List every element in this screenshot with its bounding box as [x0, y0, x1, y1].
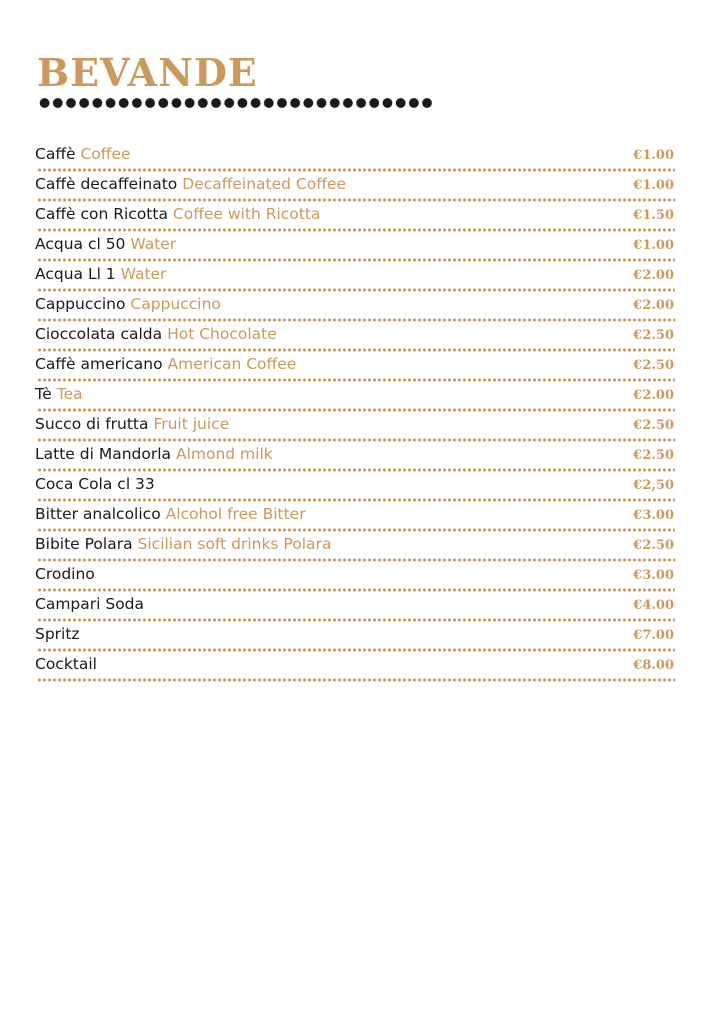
item-name-italian: Bibite Polara [35, 535, 133, 553]
dotted-separator [37, 168, 675, 172]
item-name-italian: Acqua cl 50 [35, 235, 126, 253]
dotted-separator [37, 588, 675, 592]
item-name [35, 265, 166, 283]
dotted-separator [37, 528, 675, 532]
dotted-separator [37, 258, 675, 262]
item-name-italian: Tè [35, 385, 52, 403]
item-name-italian: Cioccolata calda [35, 325, 163, 343]
item-name-english: Cappuccino [130, 295, 221, 313]
item-name-italian: Caffè con Ricotta [35, 205, 168, 223]
dotted-separator [37, 648, 675, 652]
item-name [35, 535, 331, 553]
menu-item [35, 413, 677, 443]
item-name-italian: Succo di frutta [35, 415, 149, 433]
menu-item [35, 563, 677, 593]
menu-item [35, 503, 677, 533]
item-name-italian: Caffè decaffeinato [35, 175, 178, 193]
menu-item [35, 653, 677, 683]
item-name-italian: Coca Cola cl 33 [35, 475, 155, 493]
dotted-separator [37, 498, 675, 502]
item-price: €2.00 [633, 388, 674, 403]
item-name [35, 505, 306, 523]
item-name [35, 445, 273, 463]
item-name [35, 295, 221, 313]
dotted-separator [37, 378, 675, 382]
dotted-separator [37, 558, 675, 562]
item-name-english: Sicilian soft drinks Polara [137, 535, 332, 553]
menu-item [35, 233, 677, 263]
item-name-english: Hot Chocolate [167, 325, 277, 343]
item-price: €7.00 [633, 628, 674, 643]
menu-item [35, 143, 677, 173]
item-name-english: Water [120, 265, 167, 283]
dotted-separator [37, 438, 675, 442]
item-price: €1.00 [633, 148, 674, 163]
item-price: €2.00 [633, 268, 674, 283]
item-price: €2.50 [633, 418, 674, 433]
item-name-english: Decaffeinated Coffee [182, 175, 346, 193]
item-name-english: Water [130, 235, 177, 253]
dotted-separator [37, 618, 675, 622]
item-name [35, 175, 346, 193]
dotted-separator [37, 348, 675, 352]
dotted-separator [37, 408, 675, 412]
item-price: €3.00 [633, 508, 674, 523]
title-dotted-divider [38, 97, 434, 109]
dotted-separator [37, 288, 675, 292]
page-title: BEVANDE [37, 50, 258, 95]
menu-item [35, 383, 677, 413]
item-name-english: Alcohol free Bitter [165, 505, 306, 523]
item-name [35, 655, 97, 673]
item-price: €3.00 [633, 568, 674, 583]
item-name-italian: Campari Soda [35, 595, 145, 613]
item-price: €4.00 [633, 598, 674, 613]
item-name [35, 595, 144, 613]
item-name-italian: Cappuccino [35, 295, 126, 313]
item-name-italian: Acqua Ll 1 [35, 265, 116, 283]
menu-item [35, 623, 677, 653]
menu-item [35, 263, 677, 293]
item-price: €2.50 [633, 358, 674, 373]
item-name [35, 355, 296, 373]
dotted-separator [37, 318, 675, 322]
menu-item [35, 593, 677, 623]
item-name [35, 625, 80, 643]
dotted-separator [37, 678, 675, 682]
item-name-italian: Crodino [35, 565, 95, 583]
item-price: €2.50 [633, 448, 674, 463]
item-price: €1.50 [633, 208, 674, 223]
item-price: €2.50 [633, 328, 674, 343]
item-price: €8.00 [633, 658, 674, 673]
menu-item [35, 323, 677, 353]
item-name-italian: Latte di Mandorla [35, 445, 172, 463]
item-name-english: Tea [56, 385, 83, 403]
dotted-separator [37, 198, 675, 202]
dotted-separator [37, 468, 675, 472]
item-name-italian: Caffè americano [35, 355, 163, 373]
item-name [35, 415, 229, 433]
item-name-english: Coffee [80, 145, 131, 163]
menu-item [35, 173, 677, 203]
drinks-menu-list [35, 143, 677, 683]
item-name-english: Fruit juice [153, 415, 230, 433]
item-price: €1.00 [633, 178, 674, 193]
item-name-english: American Coffee [167, 355, 297, 373]
menu-item [35, 203, 677, 233]
menu-item [35, 443, 677, 473]
item-name-italian: Cocktail [35, 655, 97, 673]
item-name [35, 205, 320, 223]
item-name [35, 475, 155, 493]
item-price: €2.00 [633, 298, 674, 313]
item-name [35, 385, 83, 403]
item-name-italian: Caffè [35, 145, 76, 163]
item-price: €2.50 [633, 538, 674, 553]
menu-item [35, 293, 677, 323]
item-name-english: Coffee with Ricotta [172, 205, 321, 223]
menu-item [35, 533, 677, 563]
dotted-separator [37, 228, 675, 232]
item-price: €2,50 [633, 478, 674, 493]
item-name [35, 145, 131, 163]
item-name [35, 325, 277, 343]
item-name [35, 235, 176, 253]
item-price: €1.00 [633, 238, 674, 253]
menu-item [35, 473, 677, 503]
item-name-italian: Bitter analcolico [35, 505, 161, 523]
item-name-english: Almond milk [175, 445, 273, 463]
menu-item [35, 353, 677, 383]
item-name-italian: Spritz [35, 625, 80, 643]
item-name [35, 565, 95, 583]
